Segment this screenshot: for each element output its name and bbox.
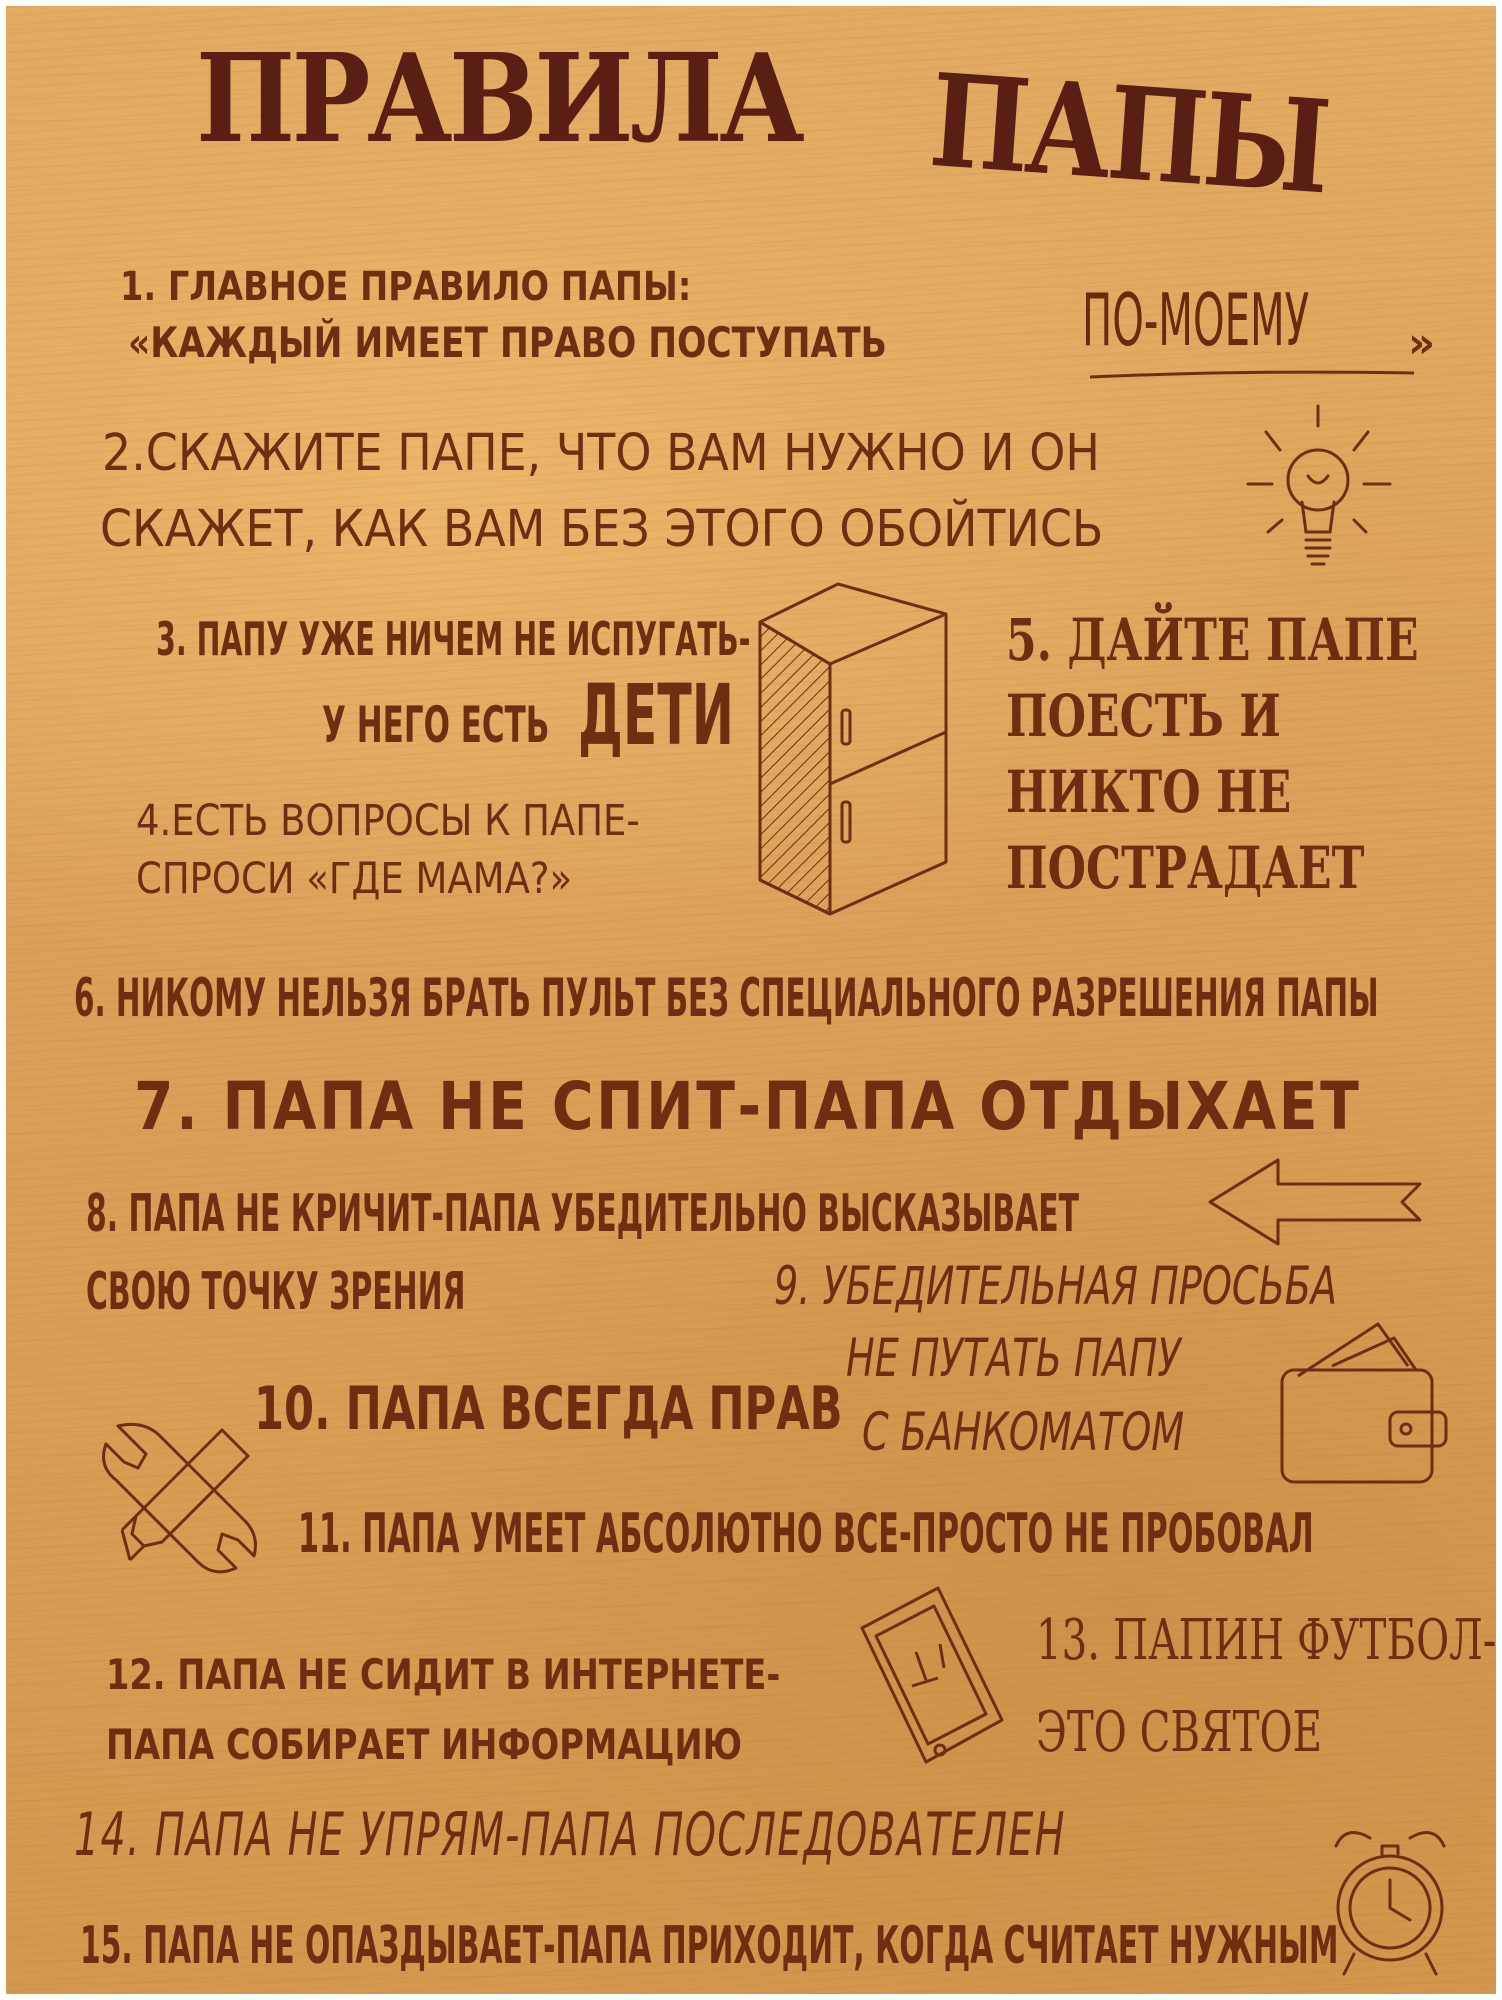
wallet-icon [1278,1316,1454,1492]
rule-15: 15. ПАПА НЕ ОПАЗДЫВАЕТ-ПАПА ПРИХОДИТ, КОГДА СЧИТАЕТ НУЖНЫМ [80,1916,1339,1976]
rule-11: 11. ПАПА УМЕЕТ АБСОЛЮТНО ВСЕ-ПРОСТО НЕ ПРОБОВАЛ [298,1502,1314,1565]
title-word-2: ПАПЫ [925,46,1332,224]
arrow-left-icon [1206,1154,1428,1250]
rule-6: 6. НИКОМУ НЕЛЬЗЯ БРАТЬ ПУЛЬТ БЕЗ СПЕЦИАЛЬНОГО РАЗРЕШЕНИЯ ПАПЫ [74,968,1379,1029]
rule-12-line-2: ПАПА СОБИРАЕТ ИНФОРМАЦИЮ [106,1720,743,1769]
rule-1-line-2: «КАЖДЫЙ ИМЕЕТ ПРАВО ПОСТУПАТЬ [128,318,887,367]
rule-5-line-2: ПОЕСТЬ И [1006,682,1281,750]
alarm-clock-icon [1316,1818,1466,1984]
rule-5-line-1: 5. ДАЙТЕ ПАПЕ [1006,606,1419,674]
rule-13-line-1: 13. ПАПИН ФУТБОЛ- [1036,1608,1496,1673]
rule-14: 14. ПАПА НЕ УПРЯМ-ПАПА ПОСЛЕДОВАТЕЛЕН [74,1800,1066,1870]
refrigerator-icon [746,580,958,920]
rule-2-line-1: 2.СКАЖИТЕ ПАПЕ, ЧТО ВАМ НУЖНО И ОН [102,424,1100,483]
underline-stroke [1088,368,1418,382]
rule-8-line-1: 8. ПАПА НЕ КРИЧИТ-ПАПА УБЕДИТЕЛЬНО ВЫСКАЗЫВАЕТ [86,1184,1080,1244]
rule-1-line-1: 1. ГЛАВНОЕ ПРАВИЛО ПАПЫ: [120,264,692,310]
rule-13-line-2: ЭТО СВЯТОЕ [1036,1700,1323,1765]
rule-3-line-1: 3. ПАПУ УЖЕ НИЧЕМ НЕ ИСПУГАТЬ- [156,612,751,666]
rule-5-line-3: НИКТО НЕ [1006,758,1292,826]
wrench-icon [92,1414,264,1586]
rule-9-line-1: 9. УБЕДИТЕЛЬНАЯ ПРОСЬБА [774,1256,1338,1317]
rule-3-line-2: У НЕГО ЕСТЬ [322,696,550,754]
rule-9-line-3: С БАНКОМАТОМ [862,1402,1185,1463]
rule-12-line-1: 12. ПАПА НЕ СИДИТ В ИНТЕРНЕТЕ- [106,1650,781,1699]
rule-1-emphasis: ПО-МОЕМУ [1082,278,1310,362]
rule-2-line-2: СКАЖЕТ, КАК ВАМ БЕЗ ЭТОГО ОБОЙТИСЬ [100,500,1104,559]
lightbulb-icon [1246,402,1396,582]
rule-4-line-1: 4.ЕСТЬ ВОПРОСЫ К ПАПЕ- [136,796,640,846]
rule-4-line-2: СПРОСИ «ГДЕ МАМА?» [136,854,573,904]
rule-9-line-2: НЕ ПУТАТЬ ПАПУ [846,1328,1181,1389]
phone-icon [852,1582,1012,1772]
rule-3-emphasis: ДЕТИ [578,666,734,764]
wooden-board [6,6,1496,1994]
rule-1-close-quote: » [1408,318,1436,367]
rule-5-line-4: ПОСТРАДАЕТ [1006,834,1365,902]
title-word-1: ПРАВИЛА [196,26,802,170]
rule-8-line-2: СВОЮ ТОЧКУ ЗРЕНИЯ [86,1262,466,1322]
rule-10: 10. ПАПА ВСЕГДА ПРАВ [254,1374,843,1444]
rule-7: 7. ПАПА НЕ СПИТ-ПАПА ОТДЫХАЕТ [134,1068,1362,1145]
